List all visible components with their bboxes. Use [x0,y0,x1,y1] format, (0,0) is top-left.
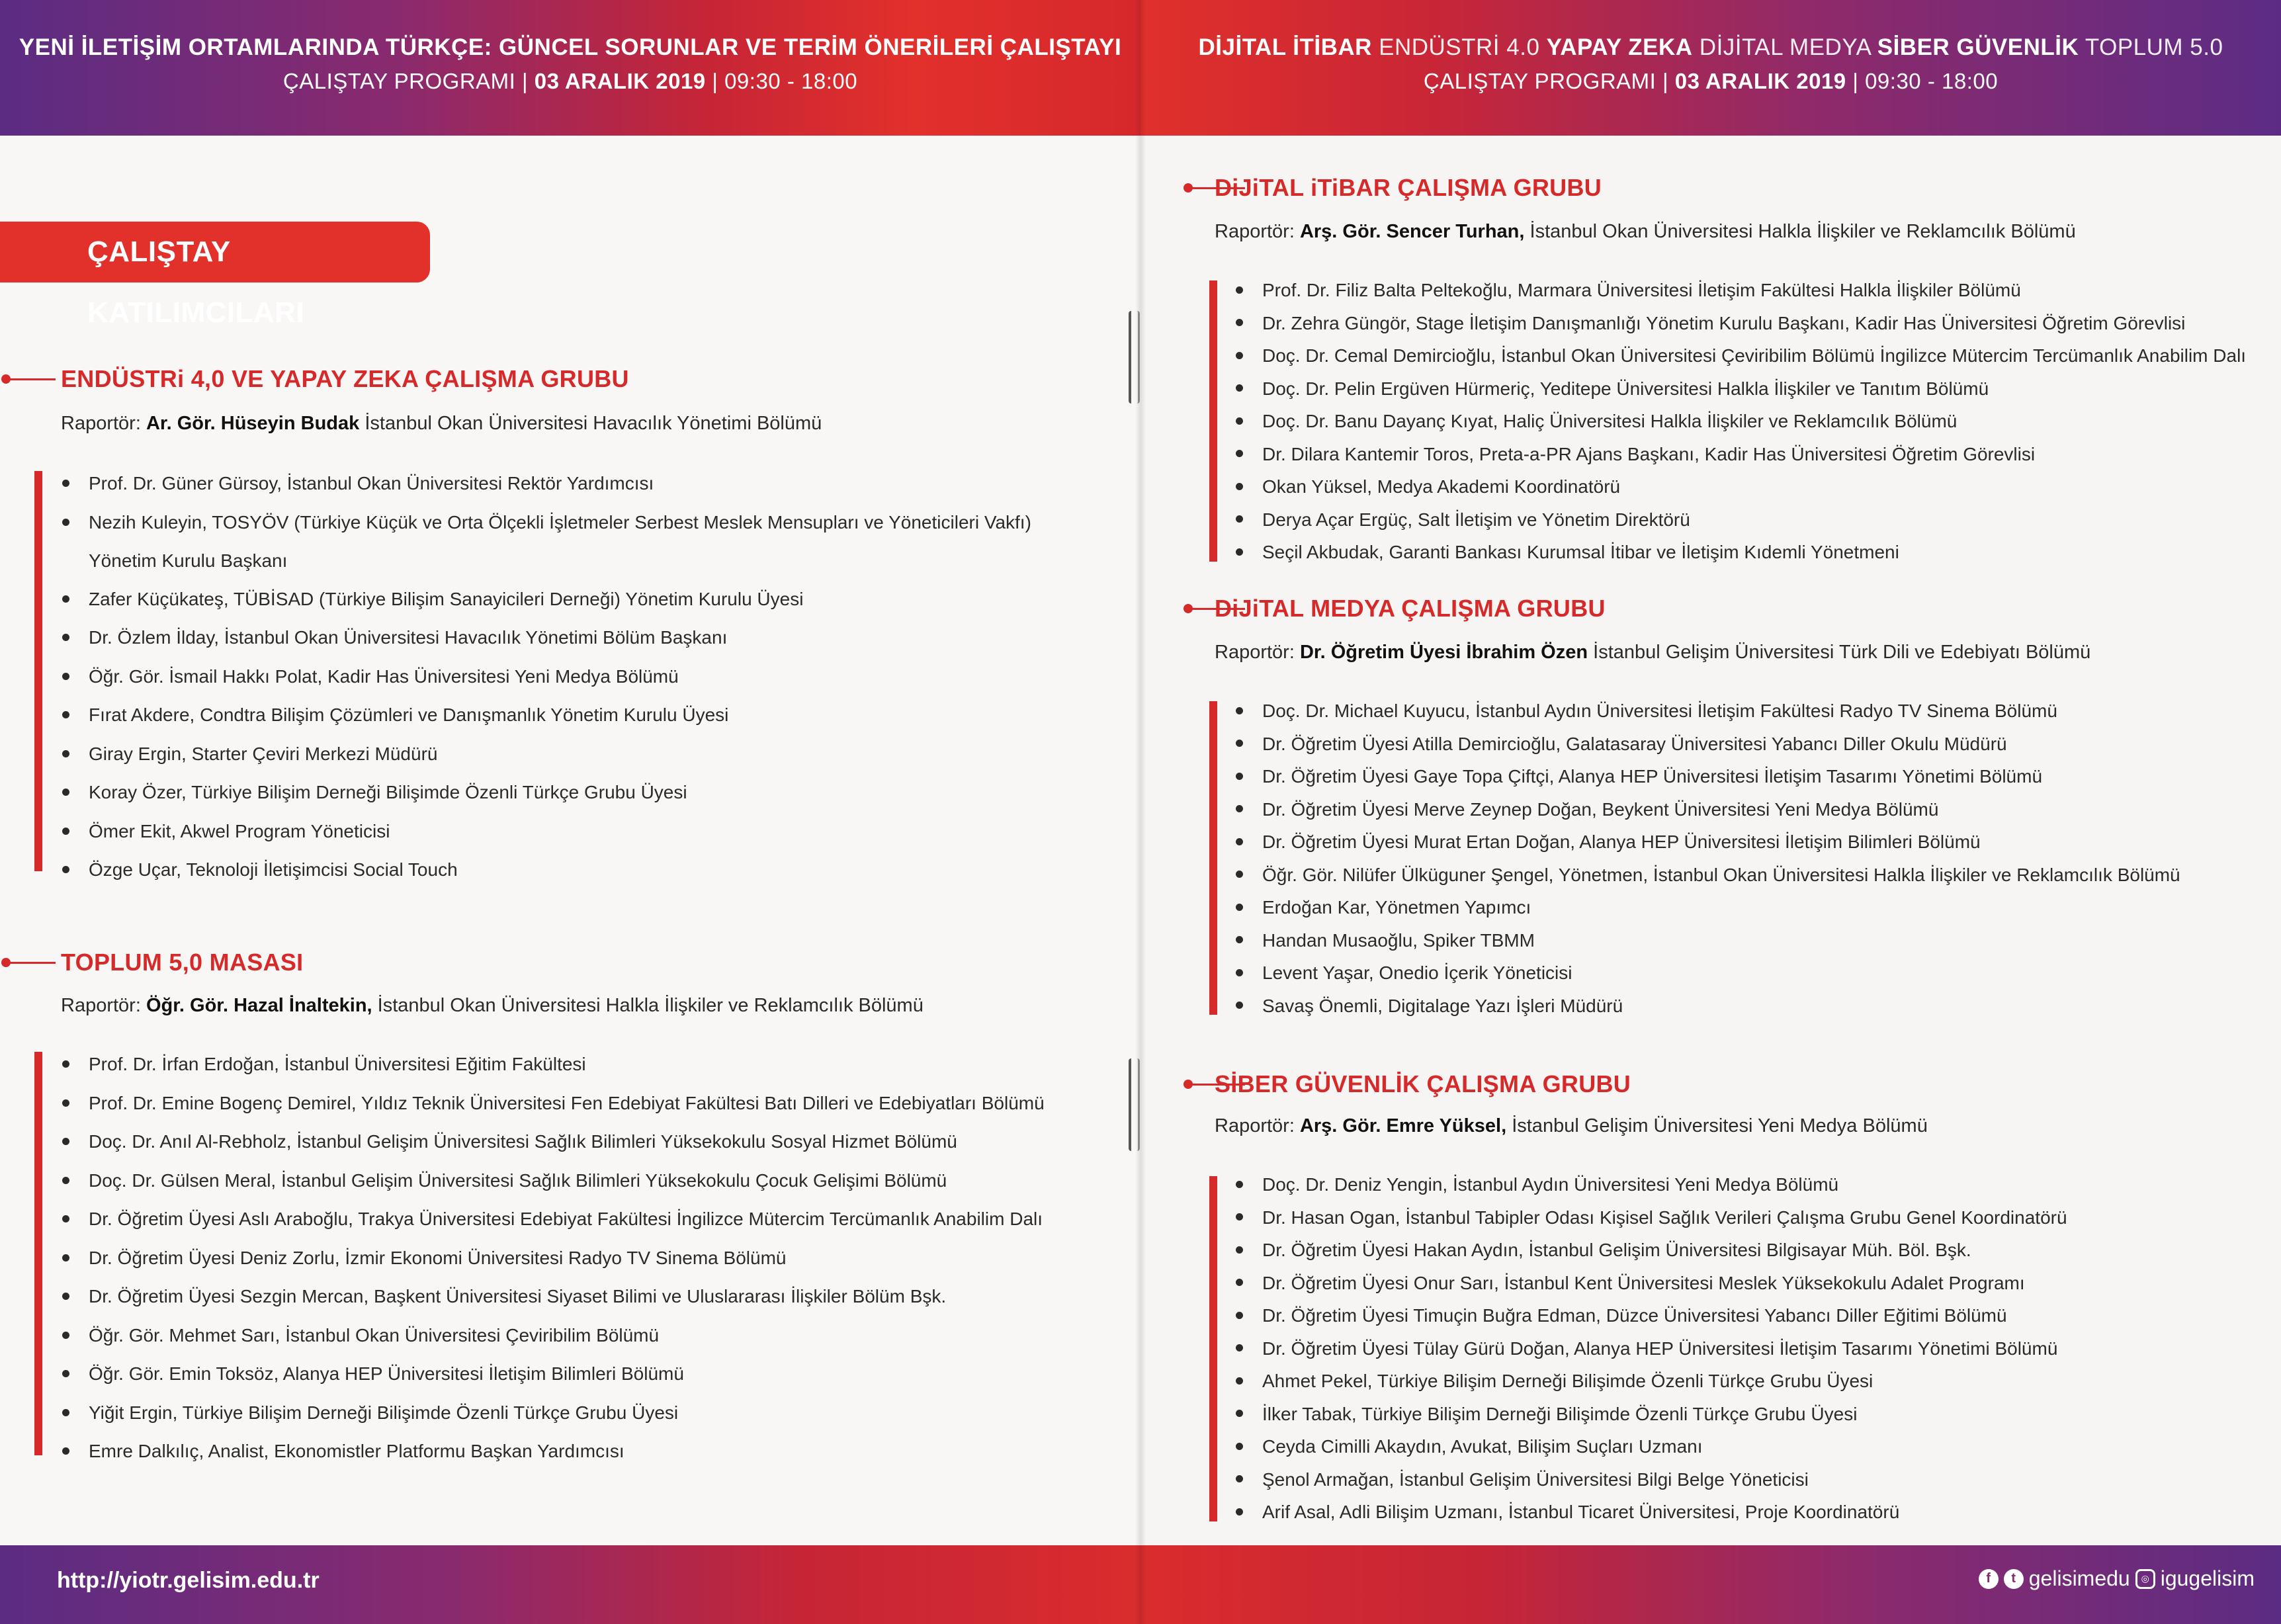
member-item [1233,859,2265,892]
bullet-icon [1236,969,1243,976]
member-item [60,1394,1092,1433]
bullet-icon [62,1060,69,1068]
member-item [60,851,1092,890]
bullet-icon [62,828,69,835]
member-text: Handan Musaoğlu, Spiker TBMM [1262,929,1535,951]
member-text: Dr. Öğretim Üyesi Deniz Zorlu, İzmir Ekonomi Üniversitesi Radyo TV Sinema Bölümü [89,1247,787,1268]
member-item [60,1239,1092,1278]
member-item [1233,405,2265,438]
member-item [1233,1168,2265,1201]
participants-title: ÇALIŞTAY KATILIMCILARI [0,222,430,282]
member-item [60,1277,1092,1316]
bullet-icon [62,1332,69,1339]
bullet-icon [1236,384,1243,392]
member-list-cyber [1233,1168,2265,1529]
section-title-reputation: DiJiTAL iTiBAR ÇALIŞMA GRUBU [1215,174,1602,201]
member-text: Dr. Öğretim Üyesi Tülay Gürü Doğan, Alanya HEP Üniversitesi İletişim Tasarımı Yönetimi Bölümü [1262,1338,2058,1359]
bullet-icon [62,789,69,796]
member-item [1233,438,2265,471]
bullet-icon [1236,904,1243,911]
member-text: Öğr. Gör. Emin Toksöz, Alanya HEP Üniversitesi İletişim Bilimleri Bölümü [89,1363,684,1384]
member-item [1233,536,2265,569]
member-text: Ceyda Cimilli Akaydın, Avukat, Bilişim Suçları Uzmanı [1262,1436,1703,1457]
bullet-icon [1236,838,1243,845]
member-item [1233,1234,2265,1267]
member-text: Öğr. Gör. İsmail Hakkı Polat, Kadir Has Üniversitesi Yeni Medya Bölümü [89,665,679,687]
member-item [1233,1365,2265,1398]
member-item [60,773,1092,812]
right-header-band [1140,0,2281,136]
bullet-icon [1236,936,1243,943]
member-list-society [60,1045,1092,1471]
social-handle-instagram[interactable]: igugelisim [2160,1566,2255,1590]
bullet-icon [62,1370,69,1377]
member-text: Öğr. Gör. Mehmet Sarı, İstanbul Okan Üniversitesi Çeviribilim Bölümü [89,1324,660,1346]
rapporteur-reputation: Raportör: Arş. Gör. Sencer Turhan, İstanbul Okan Üniversitesi Halkla İlişkiler ve Reklamcılık Bölümü [1215,221,2076,242]
member-text: Dr. Öğretim Üyesi Murat Ertan Doğan, Alanya HEP Üniversitesi İletişim Bilimleri Bölümü [1262,832,1981,852]
footer-website-link[interactable]: http://yiotr.gelisim.edu.tr [57,1568,320,1593]
member-text: Prof. Dr. Emine Bogenç Demirel, Yıldız Teknik Üniversitesi Fen Edebiyat Fakültesi Batı Dilleri ve Edebiyatları Bölümü [89,1092,1045,1113]
member-text: Ömer Ekit, Akwel Program Yöneticisi [89,820,390,841]
member-text: Derya Açar Ergüç, Salt İletişim ve Yönetim Direktörü [1262,509,1690,530]
member-text: Emre Dalkılıç, Analist, Ekonomistler Platformu Başkan Yardımcısı [89,1441,624,1461]
member-item [1233,695,2265,728]
member-item [60,1200,1092,1239]
bullet-icon [1236,352,1243,359]
section-bar [1209,1176,1217,1521]
member-text: Dr. Öğretim Üyesi Merve Zeynep Doğan, Beykent Üniversitesi Yeni Medya Bölümü [1262,798,1939,820]
member-item [1233,990,2265,1023]
member-list-reputation [1233,274,2265,569]
bullet-icon [1236,1246,1243,1254]
member-text: Prof. Dr. Filiz Balta Peltekoğlu, Marmara Üniversitesi İletişim Fakültesi Halkla İlişkiler Bölümü [1262,280,2021,300]
bullet-icon [62,1215,69,1222]
member-item [60,464,1092,503]
member-text: Dr. Hasan Ogan, İstanbul Tabipler Odası Kişisel Sağlık Verileri Çalışma Grubu Genel Koordinatörü [1262,1207,2067,1228]
member-text: Dr. Öğretim Üyesi Gaye Topa Çiftçi, Alanya HEP Üniversitesi İletişim Tasarımı Yönetimi Bölümü [1262,766,2043,787]
bullet-icon [1236,871,1243,878]
left-header-program: ÇALIŞTAY PROGRAMI | 03 ARALIK 2019 | 09:30 - 18:00 [282,69,858,93]
bullet-icon [1236,773,1243,780]
right-header-program: ÇALIŞTAY PROGRAMI | 03 ARALIK 2019 | 09:30 - 18:00 [1423,69,1999,93]
member-text: Dr. Öğretim Üyesi Atilla Demircioğlu, Galatasaray Üniversitesi Yabancı Diller Okulu Müdürü [1262,733,2007,754]
member-item [1233,1201,2265,1234]
bullet-icon [62,519,69,526]
bullet-icon [1236,707,1243,714]
section-title-society: TOPLUM 5,0 MASASI [61,949,304,976]
bullet-icon [1236,450,1243,457]
member-item [1233,470,2265,503]
member-item [60,1084,1092,1123]
member-list-media [1233,695,2265,1022]
bullet-icon [1236,1377,1243,1385]
bullet-icon [62,634,69,641]
member-item [60,1045,1092,1084]
bullet-icon [1236,805,1243,812]
bullet-icon [1236,548,1243,556]
member-text: Yiğit Ergin, Türkiye Bilişim Derneği Bilişimde Özenli Türkçe Grubu Üyesi [89,1402,679,1423]
member-item [1233,1463,2265,1496]
member-item [60,580,1092,619]
member-text: Nezih Kuleyin, TOSYÖV (Türkiye Küçük ve Orta Ölçekli İşletmeler Serbest Meslek Mensupları ve Yöneticileri Vakfı) Yönetim Kurulu Başkanı [89,511,1031,571]
member-text: Okan Yüksel, Medya Akademi Koordinatörü [1262,476,1621,497]
bullet-icon [1236,1344,1243,1351]
member-text: Dr. Öğretim Üyesi Onur Sarı, İstanbul Kent Üniversitesi Meslek Yüksekokulu Adalet Programı [1262,1272,2025,1293]
staple [1129,1058,1140,1151]
member-text: Dr. Öğretim Üyesi Sezgin Mercan, Başkent Üniversitesi Siyaset Bilimi ve Uluslararası İlişkiler Bölüm Bşk. [89,1286,947,1306]
member-text: Dr. Öğretim Üyesi Hakan Aydın, İstanbul Gelişim Üniversitesi Bilgisayar Müh. Böl. Bşk. [1262,1240,1971,1260]
bullet-icon [1236,515,1243,523]
member-text: Erdoğan Kar, Yönetmen Yapımcı [1262,897,1531,918]
bullet-icon [1236,1213,1243,1220]
member-text: Fırat Akdere, Condtra Bilişim Çözümleri ve Danışmanlık Yönetim Kurulu Üyesi [89,705,729,725]
social-handle-twitter[interactable]: gelisimedu [2028,1566,2130,1590]
member-item [1233,1332,2265,1365]
member-item [1233,1430,2265,1463]
section-title-cyber: SİBER GÜVENLİK ÇALIŞMA GRUBU [1215,1070,1631,1097]
section-bar [34,471,42,871]
left-header-band [0,0,1140,136]
bullet-icon [1236,1181,1243,1188]
member-item [1233,957,2265,990]
rapporteur-industry: Raportör: Ar. Gör. Hüseyin Budak İstanbul Okan Üniversitesi Havacılık Yönetimi Bölümü [61,413,822,434]
member-item [1233,924,2265,957]
staple [1129,311,1140,404]
bullet-icon [1236,1279,1243,1286]
bullet-icon [62,711,69,718]
member-item [1233,826,2265,859]
section-bar [1209,280,1217,562]
social-links [1979,1566,2255,1591]
bullet-icon [1236,1312,1243,1319]
instagram-icon[interactable]: ◎ [2135,1569,2155,1589]
member-text: Ahmet Pekel, Türkiye Bilişim Derneği Bilişimde Özenli Türkçe Grubu Üyesi [1262,1371,1873,1391]
member-text: Arif Asal, Adli Bilişim Uzmanı, İstanbul Ticaret Üniversitesi, Proje Koordinatörü [1262,1502,1900,1522]
section-title-media: DiJiTAL MEDYA ÇALIŞMA GRUBU [1215,595,1606,622]
member-item [60,1162,1092,1201]
member-text: Savaş Önemli, Digitalage Yazı İşleri Müdürü [1262,995,1623,1016]
bullet-icon [62,1138,69,1145]
section-connector [5,962,56,964]
member-item [1233,1398,2265,1431]
section-bar [34,1052,42,1455]
bullet-icon [62,1099,69,1107]
member-item [1233,728,2265,761]
rapporteur-cyber: Raportör: Arş. Gör. Emre Yüksel, İstanbul Gelişim Üniversitesi Yeni Medya Bölümü [1215,1115,1928,1136]
bullet-icon [62,1409,69,1416]
member-item [60,1432,1092,1471]
bullet-icon [62,1177,69,1184]
member-item [60,735,1092,774]
member-item [60,812,1092,851]
member-item [1233,372,2265,406]
member-text: Öğr. Gör. Nilüfer Ülküguner Şengel, Yönetmen, İstanbul Okan Üniversitesi Halkla İlişkiler ve Reklamcılık Bölümü [1262,864,2180,885]
member-list-industry [60,464,1092,890]
member-item [1233,1496,2265,1529]
member-item [1233,274,2265,307]
left-header-title: YENİ İLETİŞİM ORTAMLARINDA TÜRKÇE: GÜNCEL SORUNLAR VE TERİM ÖNERİLERİ ÇALIŞTAYI [19,34,1122,60]
bullet-icon [62,595,69,603]
member-text: Zafer Küçükateş, TÜBİSAD (Türkiye Bilişim Sanayicileri Derneği) Yönetim Kurulu Üyesi [89,588,804,609]
member-text: Dr. Dilara Kantemir Toros, Preta-a-PR Ajans Başkanı, Kadir Has Üniversitesi Öğretim Görevlisi [1262,443,2036,464]
member-text: Dr. Özlem İlday, İstanbul Okan Üniversitesi Havacılık Yönetimi Bölüm Başkanı [89,627,728,648]
bullet-icon [1236,740,1243,747]
member-item [1233,339,2265,372]
bullet-icon [1236,1475,1243,1482]
bullet-icon [1236,1002,1243,1009]
right-page [1140,0,2281,1624]
member-item [1233,307,2265,340]
member-text: Giray Ergin, Starter Çeviri Merkezi Müdürü [89,743,438,764]
member-text: Doç. Dr. Gülsen Meral, İstanbul Gelişim Üniversitesi Sağlık Bilimleri Yüksekokulu Çocuk Gelişimi Bölümü [89,1170,947,1191]
member-text: Doç. Dr. Anıl Al-Rebholz, İstanbul Gelişim Üniversitesi Sağlık Bilimleri Yüksekokulu Sosyal Hizmet Bölümü [89,1131,957,1152]
member-text: Dr. Zehra Güngör, Stage İletişim Danışmanlığı Yönetim Kurulu Başkanı, Kadir Has Üniversitesi Öğretim Görevlisi [1262,312,2186,333]
rapporteur-society: Raportör: Öğr. Gör. Hazal İnaltekin, İstanbul Okan Üniversitesi Halkla İlişkiler ve Reklamcılık Bölümü [61,995,924,1016]
member-item [60,1355,1092,1394]
member-text: Doç. Dr. Cemal Demircioğlu, İstanbul Okan Üniversitesi Çeviribilim Bölümü İngilizce Mütercim Tercümanlık Anabilim Dalı [1262,345,2247,366]
section-title-industry: ENDÜSTRi 4,0 VE YAPAY ZEKA ÇALIŞMA GRUBU [61,365,629,392]
member-item [60,619,1092,658]
bullet-icon [62,750,69,757]
member-text: Dr. Öğretim Üyesi Timuçin Buğra Edman, Düzce Üniversitesi Yabancı Diller Eğitimi Bölümü [1262,1305,2007,1326]
rapporteur-media: Raportör: Dr. Öğretim Üyesi İbrahim Özen İstanbul Gelişim Üniversitesi Türk Dili ve Edebiyatı Bölümü [1215,642,2091,663]
section-connector [5,378,56,380]
bullet-icon [62,673,69,680]
member-text: Dr. Öğretim Üyesi Aslı Araboğlu, Trakya Üniversitesi Edebiyat Fakültesi İngilizce Mütercim Tercümanlık Anabilim Dalı [89,1209,1043,1229]
member-item [1233,793,2265,826]
left-page [0,0,1140,1624]
member-text: Doç. Dr. Banu Dayanç Kıyat, Haliç Üniversitesi Halkla İlişkiler ve Reklamcılık Bölümü [1262,411,1958,431]
member-text: Doç. Dr. Michael Kuyucu, İstanbul Aydın Üniversitesi İletişim Fakültesi Radyo TV Sinema Bölümü [1262,701,2057,721]
member-item [1233,891,2265,924]
bullet-icon [1236,1443,1243,1450]
member-item [60,658,1092,697]
member-text: Doç. Dr. Deniz Yengin, İstanbul Aydın Üniversitesi Yeni Medya Bölümü [1262,1174,1839,1195]
bullet-icon [62,1447,69,1455]
member-text: Şenol Armağan, İstanbul Gelişim Üniversitesi Bilgi Belge Yöneticisi [1262,1469,1809,1490]
bullet-icon [1236,286,1243,294]
member-text: Koray Özer, Türkiye Bilişim Derneği Bilişimde Özenli Türkçe Grubu Üyesi [89,782,687,802]
member-item [60,1316,1092,1355]
member-text: Doç. Dr. Pelin Ergüven Hürmeriç, Yeditepe Üniversitesi Halkla İlişkiler ve Tanıtım Bölümü [1262,378,1989,399]
bullet-icon [1236,1410,1243,1417]
member-item [60,503,1081,580]
bullet-icon [1236,1508,1243,1516]
member-text: Özge Uçar, Teknoloji İletişimcisi Social Touch [89,859,458,880]
right-header-topics: DİJİTAL İTİBAR ENDÜSTRİ 4.0 YAPAY ZEKA DİJİTAL MEDYA SİBER GÜVENLİK TOPLUM 5.0 [1198,34,2223,60]
bullet-icon [62,480,69,487]
member-item [60,696,1092,735]
member-text: Seçil Akbudak, Garanti Bankası Kurumsal İtibar ve İletişim Kıdemli Yönetmeni [1262,542,1899,562]
member-text: Prof. Dr. İrfan Erdoğan, İstanbul Üniversitesi Eğitim Fakültesi [89,1054,586,1074]
member-item [1233,1267,2265,1300]
member-item [1233,503,2265,536]
facebook-icon[interactable]: f [1979,1569,1999,1589]
bullet-icon [1236,483,1243,490]
twitter-icon[interactable]: t [2004,1569,2024,1589]
bullet-icon [1236,319,1243,326]
member-item [1233,760,2265,793]
member-text: Prof. Dr. Güner Gürsoy, İstanbul Okan Üniversitesi Rektör Yardımcısı [89,473,654,493]
member-text: Levent Yaşar, Onedio İçerik Yöneticisi [1262,962,1572,983]
member-item [1233,1299,2265,1332]
bullet-icon [1236,417,1243,425]
member-text: İlker Tabak, Türkiye Bilişim Derneği Bilişimde Özenli Türkçe Grubu Üyesi [1262,1403,1858,1424]
bullet-icon [62,1293,69,1300]
member-item [60,1123,1092,1162]
section-bar [1209,701,1217,1015]
bullet-icon [62,1254,69,1261]
bullet-icon [62,866,69,873]
page-fold [1135,0,1146,1624]
